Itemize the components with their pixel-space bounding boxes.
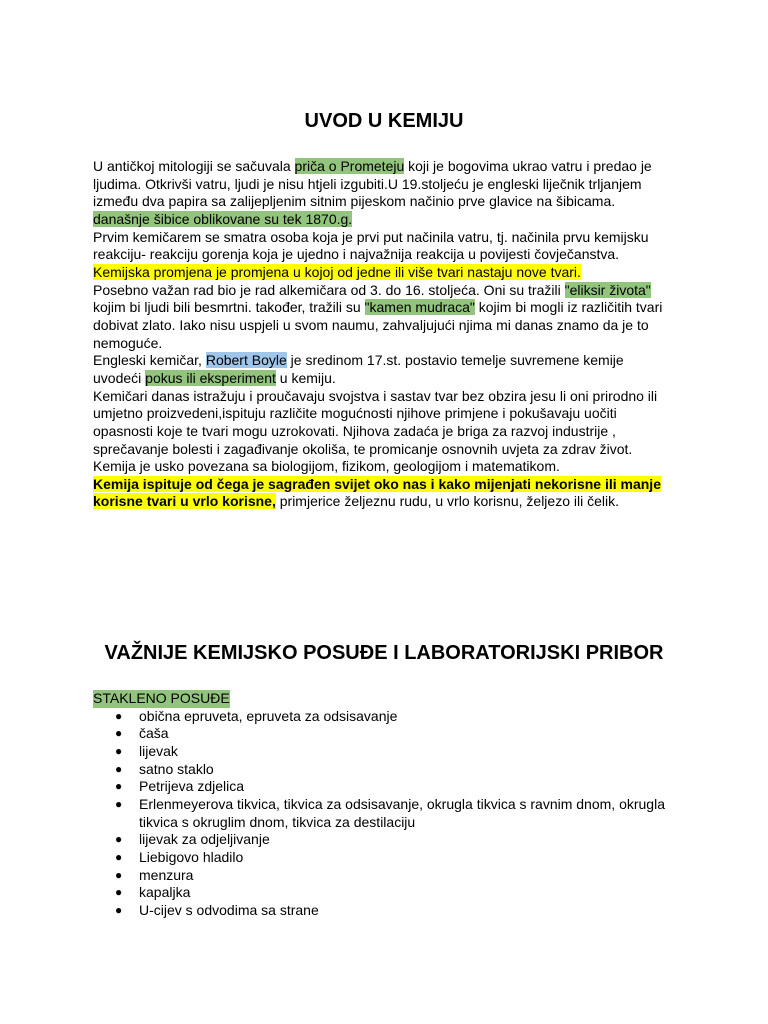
- text-run: između dva papira sa zalijepljenim sitnim pijeskom načinio prve glavice na šibicama.: [93, 193, 616, 210]
- list-item-text: lijevak za odjeljivanje: [139, 831, 270, 848]
- bullet-icon: ●: [115, 761, 123, 776]
- text-line: [93, 441, 678, 459]
- list-item-text: Erlenmeyerova tikvica, tikvica za odsisavanje, okrugla tikvica s ravnim dnom, okrugla: [139, 795, 665, 812]
- list-item-text: menzura: [139, 866, 194, 883]
- text-line: [93, 264, 678, 282]
- list-item: [93, 708, 678, 726]
- highlighted-text: pokus ili eksperiment: [145, 369, 276, 386]
- list-item-text: Petrijeva zdjelica: [139, 778, 245, 795]
- list-item: [93, 725, 678, 743]
- text-line: [93, 211, 678, 229]
- list-item: [93, 761, 678, 779]
- list-item-text: Liebigovo hladilo: [139, 848, 244, 865]
- highlighted-text: Kemija ispituje od čega je sagrađen svijet oko nas i kako mijenjati nekorisne ili manje: [93, 475, 661, 492]
- text-line: [93, 458, 678, 476]
- text-run: U antičkoj mitologiji se sačuvala: [93, 158, 295, 174]
- list-item: [93, 796, 678, 831]
- list-item-text: lijevak: [139, 742, 178, 759]
- text-line: [93, 335, 678, 353]
- list-item-text: U-cijev s odvodima sa strane: [139, 901, 319, 918]
- text-line: [93, 493, 678, 511]
- glassware-list: [93, 708, 678, 920]
- bullet-icon: ●: [115, 743, 123, 758]
- text-line: [93, 158, 678, 176]
- text-run: je sredinom 17.st. postavio temelje suvremene kemije: [286, 352, 624, 369]
- bullet-icon: ●: [115, 849, 123, 864]
- text-run: nemoguće.: [93, 334, 163, 351]
- list-item: [93, 849, 678, 867]
- text-run: Kemija je usko povezana sa biologijom, fizikom, geologijom i matematikom.: [93, 458, 560, 475]
- list-item: [93, 778, 678, 796]
- text-run: Posebno važan rad bio je rad alkemičara od 3. do 16. stoljeća. Oni su tražili: [93, 281, 565, 298]
- section-title: VAŽNIJE KEMIJSKO POSUĐE I LABORATORIJSKI PRIBOR: [104, 642, 664, 664]
- highlighted-text: "kamen mudraca": [364, 299, 475, 316]
- text-line: [93, 282, 678, 300]
- text-line: [93, 370, 678, 388]
- text-line: [93, 176, 678, 194]
- list-item-text: satno staklo: [139, 760, 214, 777]
- text-run: umjetno proizvedeni,ispituju različite mogućnosti njihove primjene i pokušavaju uočiti: [93, 405, 617, 422]
- bullet-icon: ●: [115, 796, 123, 811]
- text-run: Engleski kemičar,: [93, 352, 206, 369]
- text-line: [93, 405, 678, 423]
- text-line: [93, 317, 678, 335]
- text-run: dobivat zlato. Iako nisu uspjeli u svom naumu, zahvaljujući njima mi danas znamo da je to: [93, 316, 649, 333]
- list-item: [93, 867, 678, 885]
- text-run: koji je bogovima ukrao vatru i predao je: [404, 158, 652, 174]
- highlighted-text: Kemijska promjena je promjena u kojoj od jedne ili više tvari nastaju nove tvari.: [93, 263, 581, 280]
- highlighted-text: Robert Boyle: [205, 352, 287, 369]
- text-run: primjerice željeznu rudu, u vrlo korisnu, željezo ili čelik.: [275, 493, 619, 510]
- list-item: [93, 902, 678, 920]
- bullet-icon: ●: [115, 708, 123, 723]
- bullet-icon: ●: [115, 779, 123, 794]
- list-item: [93, 884, 678, 902]
- page-title: UVOD U KEMIJU: [304, 110, 464, 132]
- text-run: sprečavanje bolesti i zagađivanje okoliša, te promicanje osnovnih uvjeta za zdrav život.: [93, 440, 633, 457]
- bullet-icon: ●: [115, 726, 123, 741]
- list-item: [93, 743, 678, 761]
- text-line: [93, 193, 678, 211]
- text-run: kojim bi mogli iz različitih tvari: [474, 299, 663, 316]
- list-item-text: obična epruveta, epruveta za odsisavanje: [139, 707, 398, 724]
- bullet-icon: ●: [115, 902, 123, 917]
- highlighted-text: današnje šibice oblikovane su tek 1870.g.: [93, 210, 353, 227]
- bullet-icon: ●: [115, 867, 123, 882]
- text-line: [93, 246, 678, 264]
- text-run: u kemiju.: [275, 369, 336, 386]
- text-run: kojim bi ljudi bili besmrtni. također, tražili su: [93, 299, 365, 316]
- text-run: opasnosti koje te tvari mogu uzrokovati. Njihova zadaća je briga za razvoj industrije ,: [93, 422, 616, 439]
- text-run: Prvim kemičarem se smatra osoba koja je prvi put načinila vatru, tj. načinila prvu kemijsku: [93, 228, 649, 245]
- bullet-icon: ●: [115, 832, 123, 847]
- text-line: [93, 352, 678, 370]
- list-item-text: čaša: [139, 725, 169, 742]
- text-line: [93, 299, 678, 317]
- list-item-text: tikvica s okruglim dnom, tikvica za destilaciju: [139, 813, 416, 830]
- highlighted-text: korisne tvari u vrlo korisne,: [93, 493, 276, 510]
- highlighted-text: "eliksir života": [564, 281, 651, 298]
- text-run: uvodeći: [93, 369, 146, 386]
- text-run: Kemičari danas istražuju i proučavaju svojstva i sastav tvar bez obzira jesu li oni prirodno ili: [93, 387, 658, 404]
- text-line: [93, 388, 678, 406]
- text-line: [93, 476, 678, 494]
- list-item: [93, 831, 678, 849]
- equipment-section: [93, 690, 678, 920]
- text-line: [93, 423, 678, 441]
- text-run: ljudima. Otkrivši vatru, ljudi je nisu htjeli izgubiti.U 19.stoljeću je engleski liječnik trljanjem: [93, 175, 642, 192]
- intro-text: [93, 158, 678, 511]
- list-item-text: kapaljka: [139, 884, 191, 901]
- text-run: reakciju- reakciju gorenja koja je ujedno i najvažnija reakcija u povijesti čovječanstva.: [93, 246, 620, 263]
- highlighted-text: priča o Prometeju: [294, 158, 405, 174]
- text-line: [93, 229, 678, 247]
- bullet-icon: ●: [115, 885, 123, 900]
- glassware-heading: STAKLENO POSUĐE: [93, 690, 230, 706]
